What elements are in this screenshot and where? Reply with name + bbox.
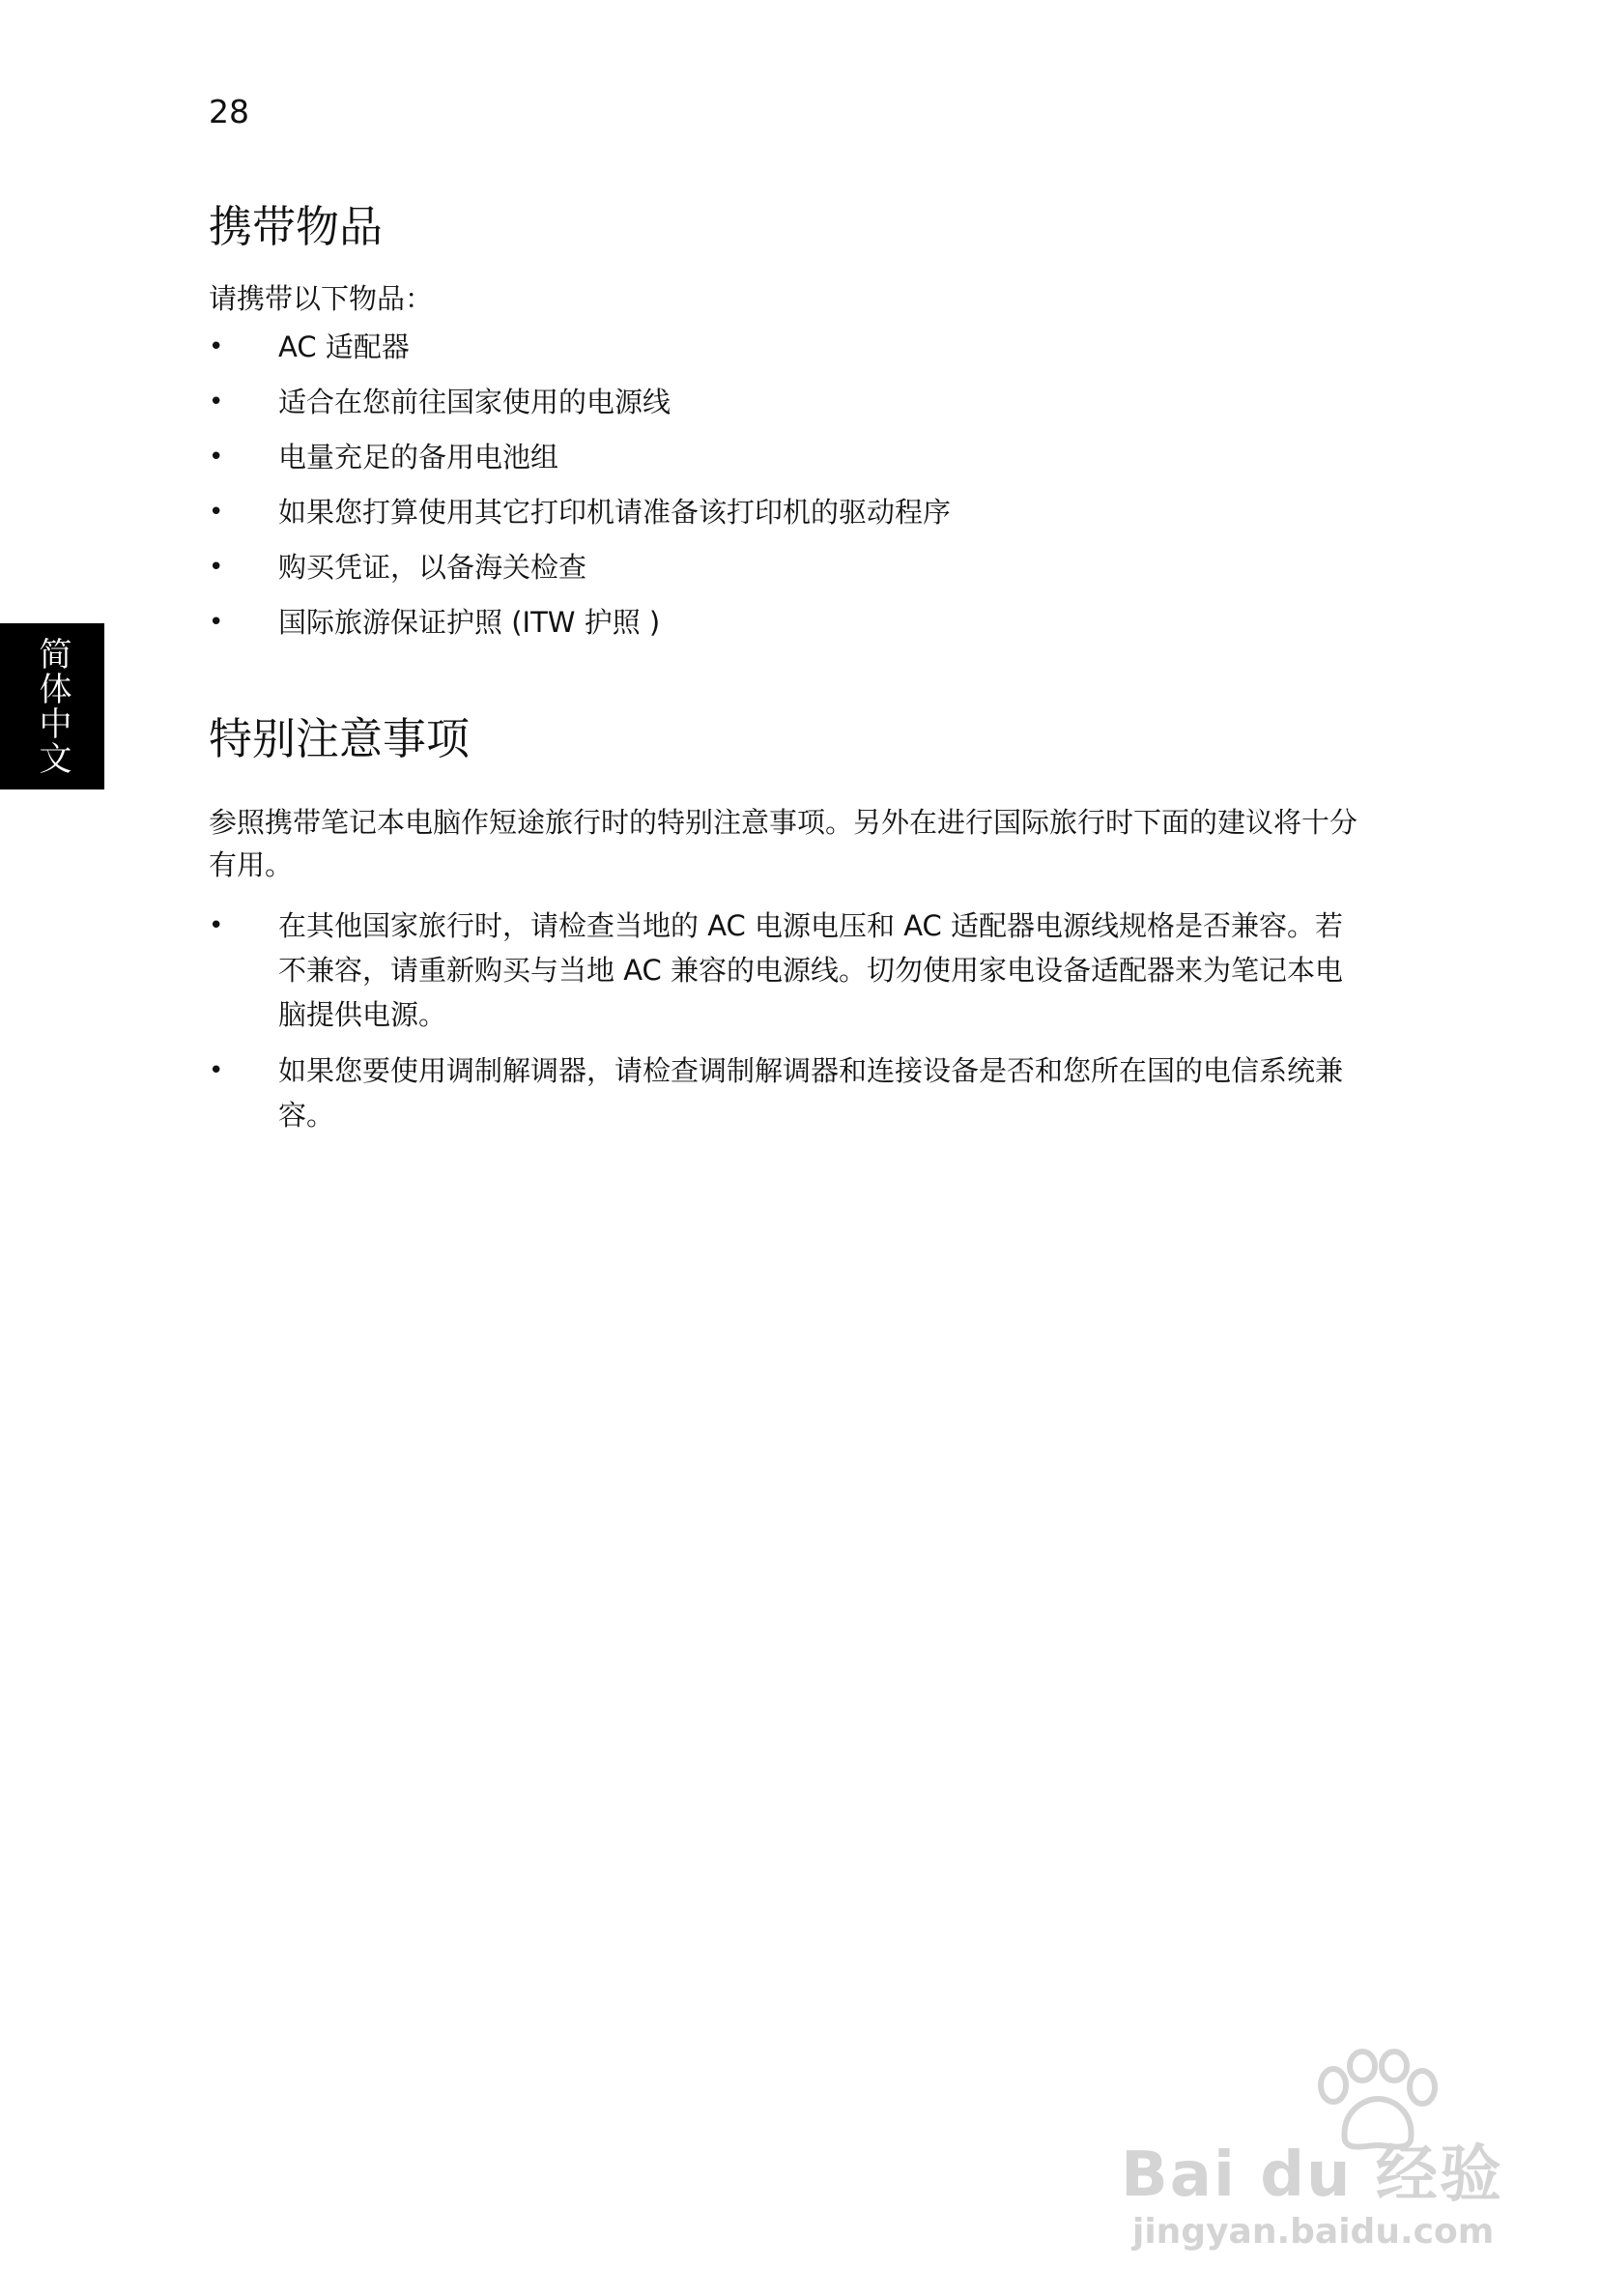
watermark-brand: Bai du 经验 (1121, 2139, 1503, 2211)
bullet-icon: • (209, 498, 224, 527)
language-side-tab-label: 简体中文 (33, 637, 71, 776)
section-intro: 参照携带笔记本电脑作短途旅行时的特别注意事项。另外在进行国际旅行时下面的建议将十分有用。 (209, 806, 1358, 881)
bullet-icon: • (209, 332, 224, 361)
section-special-notes (209, 710, 1358, 1149)
list-item-text: 电量充足的备用电池组 (278, 441, 559, 474)
list-item (209, 493, 1358, 532)
list-item (209, 1048, 1358, 1137)
section-carry-items (209, 198, 1358, 658)
list-item-text: 适合在您前往国家使用的电源线 (278, 386, 671, 418)
bullet-icon: • (209, 1056, 224, 1085)
list-item (209, 383, 1358, 422)
list-item (209, 548, 1358, 588)
bullet-list (209, 328, 1358, 643)
list-item-text: 在其他国家旅行时，请检查当地的 AC 电源电压和 AC 适配器电源线规格是否兼容。若不兼容，请重新购买与当地 AC 兼容的电源线。切勿使用家电设备适配器来为笔记本电脑提供电源。 (278, 909, 1344, 1031)
section-heading: 携带物品 (209, 201, 384, 252)
bullet-icon: • (209, 608, 224, 637)
bullet-icon: • (209, 387, 224, 416)
list-item-text: 购买凭证，以备海关检查 (278, 551, 587, 584)
list-item (209, 904, 1358, 1037)
watermark-url: jingyan.baidu.com (1132, 2212, 1495, 2252)
language-side-tab (0, 623, 104, 789)
section-heading: 特别注意事项 (209, 713, 471, 764)
list-item (209, 328, 1358, 367)
list-item (209, 438, 1358, 477)
list-item-text: 如果您打算使用其它打印机请准备该打印机的驱动程序 (278, 496, 952, 529)
list-item-text: 如果您要使用调制解调器，请检查调制解调器和连接设备是否和您所在国的电信系统兼容。 (278, 1054, 1344, 1132)
bullet-icon: • (209, 911, 224, 940)
bullet-icon: • (209, 553, 224, 582)
list-item (209, 603, 1358, 643)
bullet-list (209, 904, 1358, 1137)
baidu-jingyan-watermark (1121, 2049, 1507, 2261)
bullet-icon: • (209, 443, 224, 472)
list-item-text: 国际旅游保证护照 (ITW 护照 ) (278, 606, 661, 639)
section-intro: 请携带以下物品： (209, 282, 434, 315)
page-number: 28 (209, 93, 249, 130)
list-item-text: AC 适配器 (278, 330, 410, 363)
